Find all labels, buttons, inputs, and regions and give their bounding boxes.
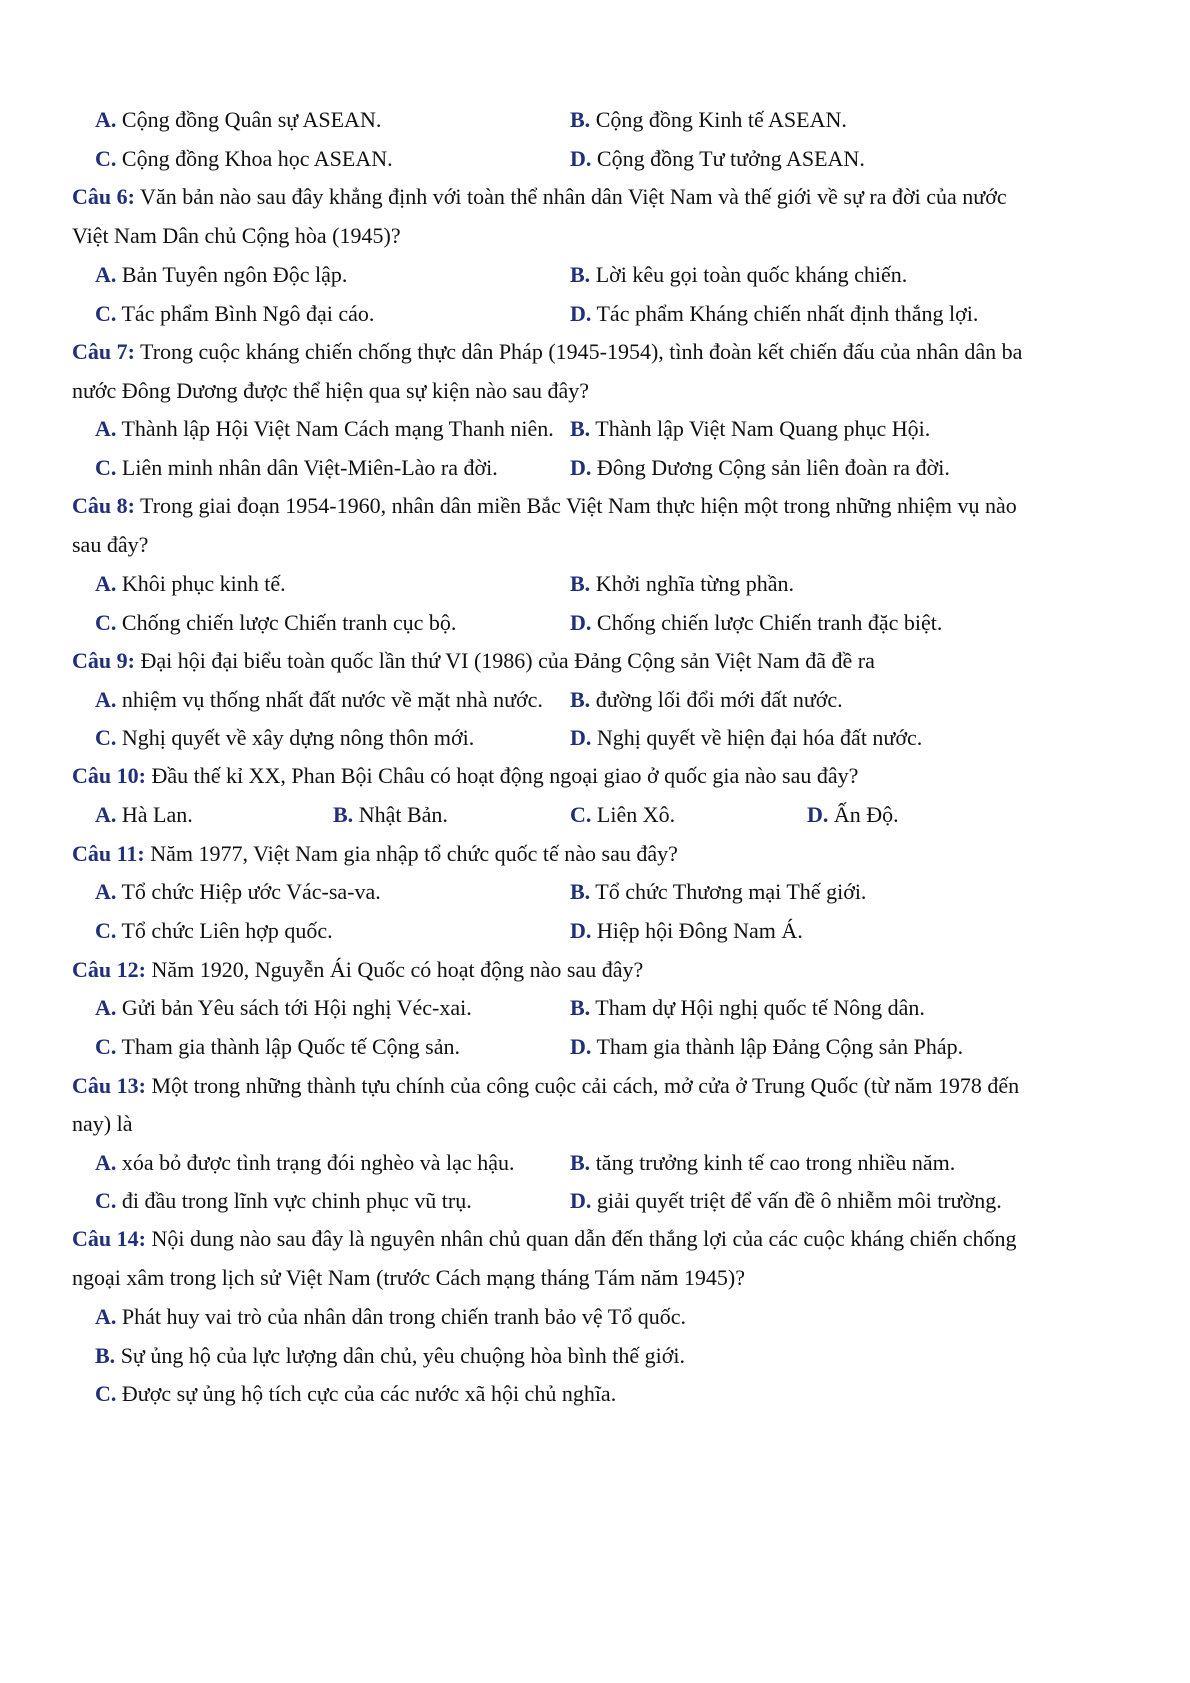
q8-option-label: D. [570,610,592,635]
q11-stem-line-1 [72,839,1132,869]
q8-option-label: C. [95,610,117,635]
q14-option-a[interactable] [95,1302,686,1332]
q10-option-a[interactable] [95,800,193,830]
q12-stem-text: Năm 1920, Nguyễn Ái Quốc có hoạt động nào sau đây? [145,957,644,982]
q13-option-text: xóa bỏ được tình trạng đói nghèo và lạc hậu. [116,1150,515,1175]
q8-option-label: B. [570,571,591,596]
q12-stem-line-1 [72,955,1132,985]
q10-option-d[interactable] [807,800,899,830]
q5-option-text: Cộng đồng Quân sự ASEAN. [116,107,382,132]
q7-option-c[interactable] [95,453,498,483]
q5-option-a[interactable] [95,105,381,135]
q6-option-label: C. [95,301,117,326]
q11-option-text: Hiệp hội Đông Nam Á. [591,918,803,943]
q8-stem-line-2 [72,530,1132,560]
q6-option-text: Bản Tuyên ngôn Độc lập. [116,262,348,287]
q13-label: Câu 13: [72,1073,146,1098]
q12-option-text: Gửi bản Yêu sách tới Hội nghị Véc-xai. [116,995,472,1020]
q6-option-label: D. [570,301,592,326]
q6-option-text: Lời kêu gọi toàn quốc kháng chiến. [590,262,908,287]
q10-option-text: Ấn Độ. [828,802,899,827]
q11-option-label: C. [95,918,117,943]
q14-stem-text: ngoại xâm trong lịch sử Việt Nam (trước Cách mạng tháng Tám năm 1945)? [72,1265,746,1290]
q11-option-c[interactable] [95,916,333,946]
q6-option-d[interactable] [570,299,978,329]
q5-option-text: Cộng đồng Tư tưởng ASEAN. [591,146,865,171]
q9-option-c[interactable] [95,723,474,753]
q12-option-label: A. [95,995,117,1020]
q11-option-text: Tổ chức Thương mại Thế giới. [590,879,867,904]
q9-stem-text: Đại hội đại biểu toàn quốc lần thứ VI (1986) của Đảng Cộng sản Việt Nam đã đề ra [134,648,875,673]
q10-label: Câu 10: [72,763,146,788]
q8-stem-text: Trong giai đoạn 1954-1960, nhân dân miền Bắc Việt Nam thực hiện một trong những nhiệm vụ nào [134,493,1017,518]
q10-option-c[interactable] [570,800,675,830]
q5-option-label: C. [95,146,117,171]
q6-stem-line-2 [72,221,1132,251]
q12-option-text: Tham gia thành lập Đảng Cộng sản Pháp. [591,1034,964,1059]
q8-option-label: A. [95,571,117,596]
q6-option-text: Tác phẩm Kháng chiến nhất định thắng lợi. [591,301,979,326]
q11-label: Câu 11: [72,841,145,866]
q6-option-text: Tác phẩm Bình Ngô đại cáo. [116,301,375,326]
q13-option-d[interactable] [570,1186,1002,1216]
q12-option-b[interactable] [570,993,925,1023]
q5-option-b[interactable] [570,105,847,135]
q9-label: Câu 9: [72,648,135,673]
q7-stem-text: Trong cuộc kháng chiến chống thực dân Pháp (1945-1954), tình đoàn kết chiến đấu của nhân dân ba [134,339,1023,364]
q9-option-label: A. [95,687,117,712]
q13-option-label: C. [95,1188,117,1213]
q6-stem-text: Văn bản nào sau đây khẳng định với toàn thể nhân dân Việt Nam và thế giới về sự ra đời của nước [134,184,1007,209]
q8-label: Câu 8: [72,493,135,518]
q13-stem-line-1 [72,1071,1132,1101]
q11-option-label: B. [570,879,591,904]
q5-option-label: B. [570,107,591,132]
q9-option-text: Nghị quyết về xây dựng nông thôn mới. [116,725,475,750]
q12-option-text: Tham dự Hội nghị quốc tế Nông dân. [590,995,925,1020]
q11-option-label: D. [570,918,592,943]
q7-stem-text: nước Đông Dương được thể hiện qua sự kiện nào sau đây? [72,378,589,403]
q7-option-b[interactable] [570,414,930,444]
q13-option-text: đi đầu trong lĩnh vực chinh phục vũ trụ. [116,1188,472,1213]
q9-option-text: nhiệm vụ thống nhất đất nước về mặt nhà nước. [116,687,543,712]
q6-option-a[interactable] [95,260,347,290]
q9-option-label: C. [95,725,117,750]
q13-option-label: A. [95,1150,117,1175]
q9-option-a[interactable] [95,685,543,715]
q11-option-d[interactable] [570,916,803,946]
q5-option-label: A. [95,107,117,132]
q5-option-d[interactable] [570,144,865,174]
q7-label: Câu 7: [72,339,135,364]
q13-option-label: D. [570,1188,592,1213]
q10-option-label: D. [807,802,829,827]
q11-stem-text: Năm 1977, Việt Nam gia nhập tổ chức quốc tế nào sau đây? [144,841,678,866]
q6-option-label: B. [570,262,591,287]
q14-option-b[interactable] [95,1341,685,1371]
q14-option-text: Được sự ủng hộ tích cực của các nước xã hội chủ nghĩa. [116,1381,617,1406]
q12-option-text: Tham gia thành lập Quốc tế Cộng sản. [116,1034,460,1059]
q13-option-text: giải quyết triệt để vấn đề ô nhiễm môi trường. [591,1188,1002,1213]
q7-option-label: B. [570,416,591,441]
q8-option-text: Chống chiến lược Chiến tranh cục bộ. [116,610,457,635]
q8-option-c[interactable] [95,608,456,638]
q7-option-text: Thành lập Việt Nam Quang phục Hội. [590,416,931,441]
q10-option-text: Nhật Bản. [353,802,448,827]
q10-option-text: Liên Xô. [591,802,676,827]
q6-option-c[interactable] [95,299,374,329]
q10-stem-text: Đầu thế kỉ XX, Phan Bội Châu có hoạt động ngoại giao ở quốc gia nào sau đây? [145,763,859,788]
q13-option-text: tăng trưởng kinh tế cao trong nhiều năm. [590,1150,956,1175]
q7-option-a[interactable] [95,414,554,444]
q14-label: Câu 14: [72,1226,146,1251]
q11-option-text: Tổ chức Liên hợp quốc. [116,918,333,943]
q12-option-label: C. [95,1034,117,1059]
q13-stem-text: nay) là [72,1111,133,1136]
q13-option-c[interactable] [95,1186,472,1216]
q9-option-b[interactable] [570,685,843,715]
q12-option-label: B. [570,995,591,1020]
q5-option-text: Cộng đồng Kinh tế ASEAN. [590,107,847,132]
q6-label: Câu 6: [72,184,135,209]
q14-option-label: A. [95,1304,117,1329]
q9-option-text: Nghị quyết về hiện đại hóa đất nước. [591,725,923,750]
q10-option-label: B. [333,802,354,827]
q9-option-text: đường lối đổi mới đất nước. [590,687,843,712]
q13-stem-text: Một trong những thành tựu chính của công cuộc cải cách, mở cửa ở Trung Quốc (từ năm 1978 đến [145,1073,1020,1098]
q8-option-a[interactable] [95,569,286,599]
q7-option-label: A. [95,416,117,441]
q14-stem-text: Nội dung nào sau đây là nguyên nhân chủ quan dẫn đến thắng lợi của các cuộc kháng chiến chống [145,1226,1017,1251]
q7-option-text: Thành lập Hội Việt Nam Cách mạng Thanh niên. [116,416,554,441]
q6-option-label: A. [95,262,117,287]
q14-option-text: Sự ủng hộ của lực lượng dân chủ, yêu chuộng hòa bình thế giới. [115,1343,686,1368]
q5-option-label: D. [570,146,592,171]
q9-stem-line-1 [72,646,1132,676]
q7-stem-line-2 [72,376,1132,406]
q12-option-a[interactable] [95,993,472,1023]
q10-option-text: Hà Lan. [116,802,193,827]
q8-option-text: Khởi nghĩa từng phần. [590,571,794,596]
q11-option-a[interactable] [95,877,381,907]
q10-option-label: A. [95,802,117,827]
q10-option-b[interactable] [333,800,448,830]
q9-option-label: D. [570,725,592,750]
q7-option-text: Liên minh nhân dân Việt-Miên-Lào ra đời. [116,455,498,480]
q10-stem-line-1 [72,761,1132,791]
q8-stem-line-1 [72,491,1132,521]
q6-option-b[interactable] [570,260,907,290]
q14-stem-line-2 [72,1263,1132,1293]
q7-option-label: D. [570,455,592,480]
q12-label: Câu 12: [72,957,146,982]
q12-option-c[interactable] [95,1032,460,1062]
q6-stem-line-1 [72,182,1132,212]
q11-option-text: Tổ chức Hiệp ước Vác-sa-va. [116,879,381,904]
q11-option-label: A. [95,879,117,904]
q11-option-b[interactable] [570,877,866,907]
q7-stem-line-1 [72,337,1132,367]
q8-option-b[interactable] [570,569,794,599]
q10-option-label: C. [570,802,592,827]
q13-option-a[interactable] [95,1148,514,1178]
q8-option-text: Khôi phục kinh tế. [116,571,286,596]
q13-stem-line-2 [72,1109,1132,1139]
q14-option-label: C. [95,1381,117,1406]
q14-option-c[interactable] [95,1379,616,1409]
q14-option-text: Phát huy vai trò của nhân dân trong chiến tranh bảo vệ Tổ quốc. [116,1304,686,1329]
q6-stem-text: Việt Nam Dân chủ Cộng hòa (1945)? [72,223,401,248]
q14-stem-line-1 [72,1224,1132,1254]
q5-option-text: Cộng đồng Khoa học ASEAN. [116,146,393,171]
q5-option-c[interactable] [95,144,393,174]
q7-option-text: Đông Dương Cộng sản liên đoàn ra đời. [591,455,950,480]
q7-option-d[interactable] [570,453,950,483]
q12-option-d[interactable] [570,1032,963,1062]
q12-option-label: D. [570,1034,592,1059]
q8-option-d[interactable] [570,608,942,638]
q7-option-label: C. [95,455,117,480]
q9-option-d[interactable] [570,723,922,753]
q8-option-text: Chống chiến lược Chiến tranh đặc biệt. [591,610,943,635]
q9-option-label: B. [570,687,591,712]
q14-option-label: B. [95,1343,116,1368]
q8-stem-text: sau đây? [72,532,149,557]
q13-option-b[interactable] [570,1148,955,1178]
q13-option-label: B. [570,1150,591,1175]
